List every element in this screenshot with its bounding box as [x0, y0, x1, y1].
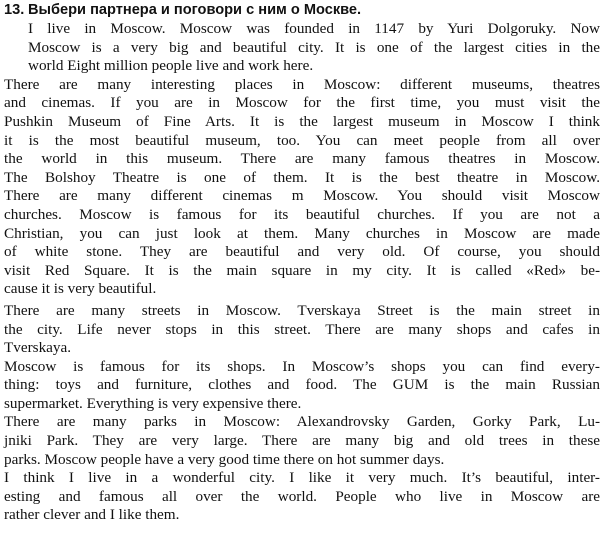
paragraph	[4, 76, 600, 299]
text-line: jniki Park. They are very large. There are many big and old trees in these	[4, 432, 600, 450]
text-line: thing: toys and furniture, clothes and food. The GUM is the main Russian	[4, 376, 600, 394]
text-line: There are many different cinemas m Moscow. You should visit Moscow	[4, 187, 600, 205]
paragraph	[4, 469, 600, 525]
text-line: Pushkin Museum of Fine Arts. It is the largest museum in Moscow I think	[4, 112, 600, 130]
text-line: Moscow is a very big and beautiful city. It is one of the largest cities in the	[28, 38, 600, 56]
exercise-text	[4, 20, 600, 525]
text-line: of white stone. They are beautiful and very old. Of course, you should	[4, 243, 600, 261]
text-line: Moscow is famous for its shops. In Moscow’s shops you can find every-	[4, 357, 600, 375]
text-line: the city. Life never stops in this street. There are many shops and cafes in	[4, 320, 600, 338]
exercise-title: Выбери партнера и поговори с ним о Москве.	[28, 2, 362, 18]
textbook-page	[4, 0, 600, 525]
text-line: churches. Moscow is famous for its beautiful churches. If you are not a	[4, 205, 600, 223]
text-line: supermarket. Everything is very expensive there.	[4, 394, 302, 412]
text-line: Christian, you can just look at them. Many churches in Moscow are made	[4, 224, 600, 242]
text-line: it is the most beautiful museum, too. You can meet people from all over	[4, 131, 600, 149]
text-line: The Bolshoy Theatre is one of them. It is the best theatre in Moscow.	[4, 168, 600, 186]
text-line: There are many streets in Moscow. Tverskaya Street is the main street in	[4, 301, 600, 319]
text-line: I think I live in a wonderful city. I like it very much. It’s beautiful, inter-	[4, 469, 600, 487]
paragraph	[4, 302, 600, 358]
text-line: cause it is very beautiful.	[4, 280, 157, 298]
text-line: Tverskaya.	[4, 339, 72, 357]
paragraph	[4, 413, 600, 469]
text-line: There are many parks in Moscow: Alexandrovsky Garden, Gorky Park, Lu-	[4, 413, 600, 431]
text-line: visit Red Square. It is the main square in my city. It is called «Red» be-	[4, 261, 600, 279]
text-line: There are many interesting places in Moscow: different museums, theatres	[4, 75, 600, 93]
exercise-heading	[4, 0, 600, 20]
text-line: and cinemas. If you are in Moscow for the first time, you must visit the	[4, 94, 600, 112]
text-line: I live in Moscow. Moscow was founded in 1147 by Yuri Dolgoruky. Now	[28, 20, 600, 37]
paragraph	[4, 358, 600, 414]
text-line: the world in this museum. There are many famous theatres in Moscow.	[4, 150, 600, 168]
exercise-number: 13.	[4, 2, 25, 18]
text-line: esting and famous all over the world. People who live in Moscow are	[4, 487, 600, 505]
text-line: parks. Moscow people have a very good time there on hot summer days.	[4, 450, 445, 468]
text-line: world Eight million people live and work here.	[28, 57, 314, 75]
paragraph	[4, 20, 600, 76]
text-line: rather clever and I like them.	[4, 506, 180, 524]
